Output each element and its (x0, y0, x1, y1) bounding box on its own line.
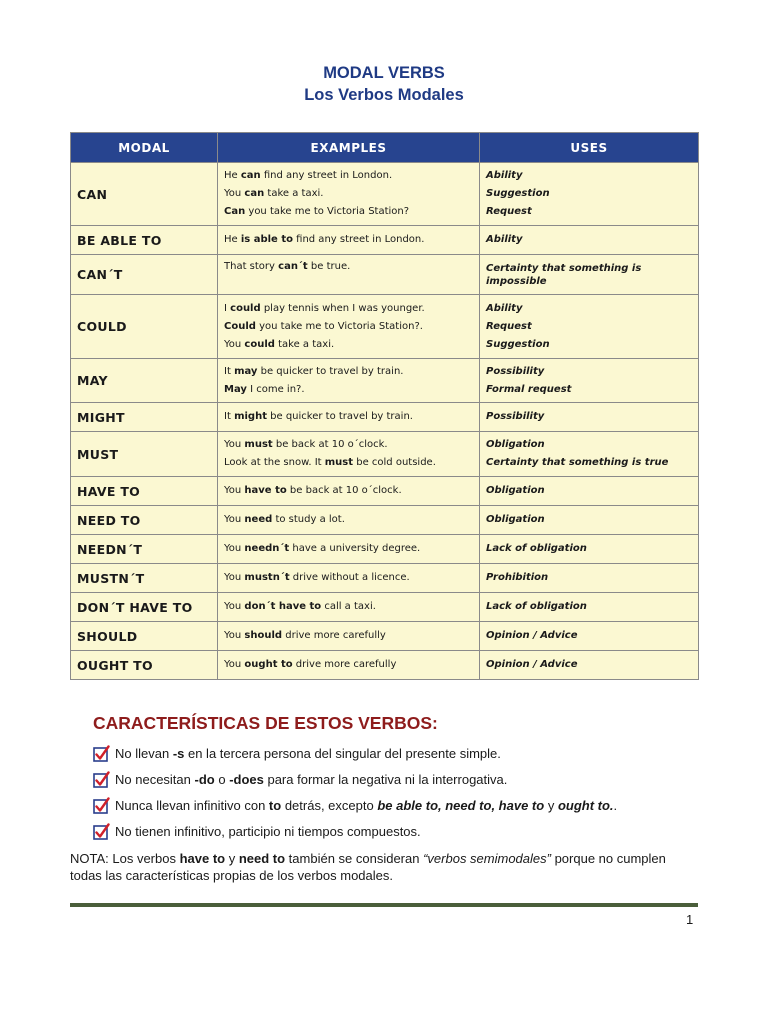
modal-cell: DON´T HAVE TO (71, 593, 218, 622)
modal-cell: MAY (71, 359, 218, 403)
characteristic-item (93, 818, 617, 844)
bold-text (558, 798, 614, 813)
bold-text: could (230, 302, 261, 314)
table-row (71, 403, 699, 432)
example-line (224, 482, 473, 500)
use-line: Lack of obligation (486, 601, 587, 612)
examples-cell (218, 403, 480, 432)
text-segment: You (224, 543, 245, 554)
examples-cell (218, 651, 480, 680)
use-line: Possibility (486, 365, 545, 377)
example-line (224, 363, 473, 381)
text-segment: “verbos semimodales” (423, 851, 551, 866)
checkbox-checked-icon (93, 745, 110, 762)
example-line (224, 258, 473, 276)
characteristic-item (93, 766, 617, 792)
text-segment: You (224, 572, 245, 583)
uses-cell (480, 432, 699, 477)
example-line (224, 336, 473, 354)
bold-text: -does (229, 771, 264, 787)
bold-text: -do (194, 771, 215, 787)
text-segment: I (224, 302, 231, 314)
text-segment: y (544, 797, 558, 813)
use-line: Certainty that something is true (486, 457, 669, 468)
text-segment: He (224, 234, 241, 245)
text-segment: You (224, 188, 245, 199)
checkbox-checked-icon (93, 771, 110, 788)
use-line: Possibility (486, 411, 545, 422)
uses-cell (480, 564, 699, 593)
use-line: Ability (486, 170, 523, 181)
modal-cell: CAN´T (71, 255, 218, 295)
bold-text: must (244, 439, 273, 450)
uses-cell (480, 163, 699, 226)
text-segment: to study a lot. (272, 514, 345, 525)
modal-cell: BE ABLE TO (71, 226, 218, 255)
bold-text: Can (224, 206, 246, 217)
text-segment: Nunca llevan infinitivo con (115, 797, 269, 813)
uses-cell (480, 535, 699, 564)
text-segment: It (224, 365, 235, 377)
text-segment: para formar la negativa ni la interrogativa. (263, 771, 508, 787)
bold-text: could (244, 338, 275, 350)
example-line (224, 408, 473, 426)
uses-cell (480, 226, 699, 255)
examples-cell (218, 564, 480, 593)
use-line: Formal request (486, 383, 572, 395)
uses-cell (480, 255, 699, 295)
bold-text: have to (179, 851, 226, 866)
examples-cell (218, 506, 480, 535)
characteristics-title: CARACTERÍSTICAS DE ESTOS VERBOS: (93, 713, 438, 733)
bold-text: -s (172, 745, 185, 761)
text-segment: You (224, 485, 245, 496)
example-line (224, 185, 473, 203)
page-title: MODAL VERBS (323, 64, 445, 82)
bold-text: have to (244, 485, 287, 496)
text-segment: be cold outside. (353, 457, 436, 468)
footer-divider (70, 903, 698, 907)
characteristic-item (93, 740, 617, 766)
text-segment: NOTA: Los verbos (70, 851, 180, 866)
table-row (71, 651, 699, 680)
use-line: Lack of obligation (486, 543, 587, 554)
text-segment: find any street in London. (260, 170, 393, 181)
bold-text: May (224, 383, 247, 395)
modal-cell: MUSTN´T (71, 564, 218, 593)
header-uses: USES (480, 133, 699, 163)
text-segment: . (613, 797, 618, 813)
modal-cell: MIGHT (71, 403, 218, 432)
modal-cell: HAVE TO (71, 477, 218, 506)
table-row (71, 255, 699, 295)
text-segment: o (214, 771, 230, 787)
text-segment: drive more carefully (292, 659, 397, 670)
nota-paragraph (70, 850, 700, 884)
use-line: Request (486, 206, 532, 217)
use-line: Prohibition (486, 572, 549, 583)
example-line (224, 540, 473, 558)
use-line: Ability (486, 234, 523, 245)
modal-cell: CAN (71, 163, 218, 226)
text-segment: drive without a licence. (289, 572, 410, 583)
use-line: Suggestion (486, 188, 550, 199)
bold-text: don´t have to (244, 601, 322, 612)
table-row (71, 163, 699, 226)
bold-text: is able to (240, 234, 293, 245)
text-segment: You (224, 659, 245, 670)
text-segment: be quicker to travel by train. (266, 411, 413, 422)
uses-cell (480, 506, 699, 535)
table-row (71, 359, 699, 403)
uses-cell (480, 593, 699, 622)
text-segment: He (224, 170, 241, 181)
use-line: Opinion / Advice (486, 659, 578, 670)
table-body (71, 163, 699, 680)
example-line (224, 436, 473, 454)
emphasis-text: ought to. (557, 797, 614, 813)
table-row (71, 593, 699, 622)
bold-text: can (244, 188, 265, 199)
bold-text: to (268, 797, 282, 813)
use-line: Obligation (486, 439, 545, 450)
bold-text (377, 798, 544, 813)
text-segment: take a taxi. (264, 188, 324, 199)
checkbox-checked-icon (93, 797, 110, 814)
uses-cell (480, 359, 699, 403)
examples-cell (218, 477, 480, 506)
text-segment: play tennis when I was younger. (260, 302, 425, 314)
examples-cell (218, 622, 480, 651)
emphasis-text: be able to, need to, have to (377, 797, 545, 813)
examples-cell (218, 535, 480, 564)
example-line (224, 656, 473, 674)
characteristic-text (115, 772, 507, 787)
characteristics-list (93, 740, 617, 844)
example-line (224, 203, 473, 221)
modal-verbs-table (70, 132, 699, 680)
table-row (71, 226, 699, 255)
bold-text: might (234, 411, 267, 422)
text-segment: No llevan (115, 745, 173, 761)
bold-text: should (244, 630, 283, 641)
text-segment: porque no cumplen todas las características propias de los verbos modales. (70, 851, 666, 883)
text-segment: be true. (307, 261, 351, 272)
characteristic-text (115, 824, 421, 839)
header-modal: MODAL (71, 133, 218, 163)
text-segment: take a taxi. (274, 338, 335, 350)
examples-cell (218, 163, 480, 226)
example-line (224, 627, 473, 645)
examples-cell (218, 295, 480, 359)
bold-text: can´t (278, 261, 308, 272)
table-header-row (71, 133, 699, 163)
use-line: Obligation (486, 514, 545, 525)
example-line (224, 511, 473, 529)
table-row (71, 564, 699, 593)
bold-text: Could (224, 320, 256, 332)
characteristic-text (115, 746, 501, 761)
modal-cell: NEEDN´T (71, 535, 218, 564)
text-segment: drive more carefully (282, 630, 386, 641)
example-line (224, 318, 473, 336)
text-segment: That story (224, 261, 279, 272)
text-segment: y (225, 851, 239, 866)
text-segment: detrás, excepto (281, 797, 378, 813)
example-line (224, 569, 473, 587)
example-line (224, 598, 473, 616)
characteristic-item (93, 792, 617, 818)
table-row (71, 295, 699, 359)
text-segment: have a university degree. (289, 543, 421, 554)
use-line: Request (486, 320, 532, 332)
table-row (71, 506, 699, 535)
checkbox-checked-icon (93, 823, 110, 840)
examples-cell (218, 593, 480, 622)
table-row (71, 535, 699, 564)
text-segment: No tienen infinitivo, participio ni tiempos compuestos. (115, 823, 421, 839)
text-segment: también se consideran (285, 851, 424, 866)
text-segment: It (224, 411, 235, 422)
use-line: Certainty that something is (486, 262, 642, 274)
bold-text: can (240, 170, 261, 181)
bold-text: need (244, 514, 273, 525)
text-segment: You (224, 601, 245, 612)
uses-cell (480, 295, 699, 359)
modal-cell: SHOULD (71, 622, 218, 651)
text-segment: call a taxi. (321, 601, 376, 612)
text-segment: You (224, 630, 245, 641)
bold-text: ought to (244, 659, 293, 670)
bold-text: mustn´t (244, 572, 290, 583)
text-segment: You (224, 338, 245, 350)
text-segment: en la tercera persona del singular del presente simple. (184, 745, 501, 761)
text-segment: You (224, 439, 245, 450)
page-subtitle: Los Verbos Modales (304, 86, 464, 104)
examples-cell (218, 359, 480, 403)
table-row (71, 477, 699, 506)
text-segment: Look at the snow. It (224, 457, 325, 468)
text-segment: I come in?. (246, 383, 305, 395)
use-line: Suggestion (486, 338, 550, 350)
table-row (71, 432, 699, 477)
bold-text: must (324, 457, 354, 468)
example-line (224, 231, 473, 249)
bold-text: needn´t (244, 543, 290, 554)
use-line: impossible (486, 275, 547, 287)
uses-cell (480, 622, 699, 651)
example-line (224, 454, 473, 472)
examples-cell (218, 226, 480, 255)
use-line: Obligation (486, 485, 545, 496)
text-segment: be back at 10 o´clock. (286, 485, 402, 496)
bold-text: need to (238, 851, 286, 866)
examples-cell (218, 255, 480, 295)
uses-cell (480, 651, 699, 680)
use-line: Ability (486, 302, 523, 314)
modal-cell: MUST (71, 432, 218, 477)
text-segment: No necesitan (115, 771, 195, 787)
example-line (224, 300, 473, 318)
example-line (224, 167, 473, 185)
modal-cell: COULD (71, 295, 218, 359)
example-line (224, 381, 473, 399)
text-segment: be back at 10 o´clock. (272, 439, 388, 450)
uses-cell (480, 403, 699, 432)
text-segment: You (224, 514, 245, 525)
modal-cell: NEED TO (71, 506, 218, 535)
text-segment: you take me to Victoria Station?. (255, 320, 423, 332)
text-segment: find any street in London. (292, 234, 425, 245)
characteristic-text (115, 798, 617, 813)
use-line: Opinion / Advice (486, 630, 578, 641)
bold-text: may (234, 365, 258, 377)
modal-cell: OUGHT TO (71, 651, 218, 680)
text-segment: be quicker to travel by train. (257, 365, 404, 377)
examples-cell (218, 432, 480, 477)
text-segment: you take me to Victoria Station? (245, 206, 410, 217)
table-row (71, 622, 699, 651)
page-number: 1 (686, 912, 694, 927)
header-examples: EXAMPLES (218, 133, 480, 163)
uses-cell (480, 477, 699, 506)
